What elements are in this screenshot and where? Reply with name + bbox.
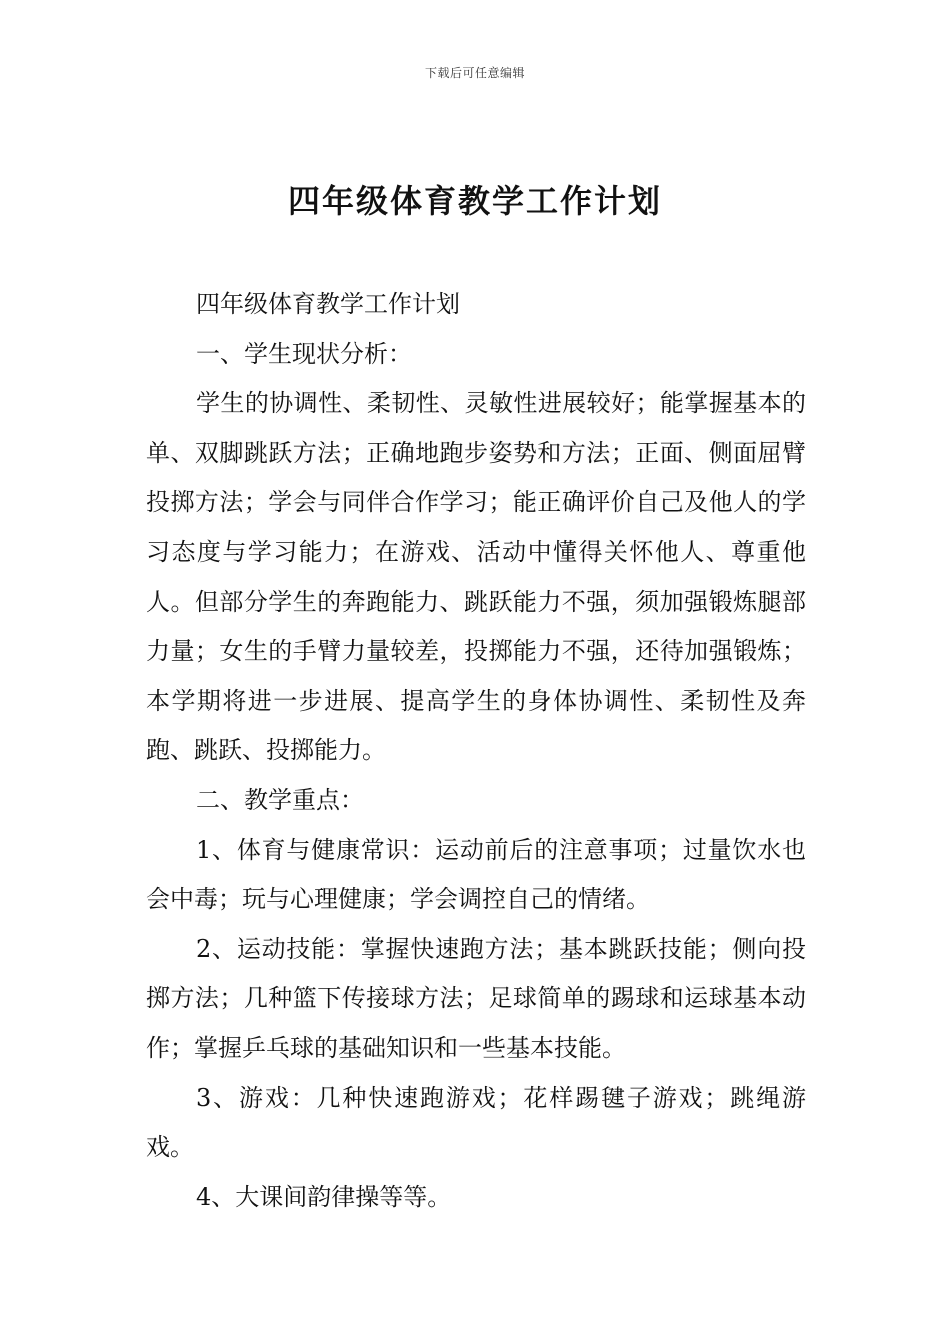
list-item-health-knowledge: 1、体育与健康常识：运动前后的注意事项；过量饮水也会中毒；玩与心理健康；学会调控自己的情绪。 xyxy=(146,835,806,914)
paragraph-subtitle: 四年级体育教学工作计划 xyxy=(196,290,460,318)
document-body xyxy=(146,280,806,1222)
section-heading-student-analysis: 一、学生现状分析： xyxy=(196,339,412,368)
header-note: 下载后可任意编辑 xyxy=(424,66,525,80)
list-item-sports-skills: 2、运动技能：掌握快速跑方法；基本跳跃技能；侧向投掷方法；几种篮下传接球方法；足球简单的踢球和运球基本动作；掌握乒乓球的基础知识和一些基本技能。 xyxy=(146,934,806,1062)
list-item-rhythm-exercise: 4、大课间韵律操等等。 xyxy=(196,1182,452,1211)
list-item-games: 3、游戏：几种快速跑游戏；花样踢毽子游戏；跳绳游戏。 xyxy=(146,1083,806,1162)
section-heading-teaching-focus: 二、教学重点： xyxy=(196,785,364,814)
paragraph-student-analysis: 学生的协调性、柔韧性、灵敏性进展较好；能掌握基本的单、双脚跳跃方法；正确地跑步姿势和方法；正面、侧面屈臂投掷方法；学会与同伴合作学习；能正确评价自己及他人的学习态度与学习能力；在游戏、活动中懂得关怀他人、尊重他人。但部分学生的奔跑能力、跳跃能力不强，须加强锻炼腿部力量；女生的手臂力量较差，投掷能力不强，还待加强锻炼；本学期将进一步进展、提高学生的身体协调性、柔韧性及奔跑、跳跃、投掷能力。 xyxy=(146,389,806,765)
document-title: 四年级体育教学工作计划 xyxy=(287,182,662,220)
